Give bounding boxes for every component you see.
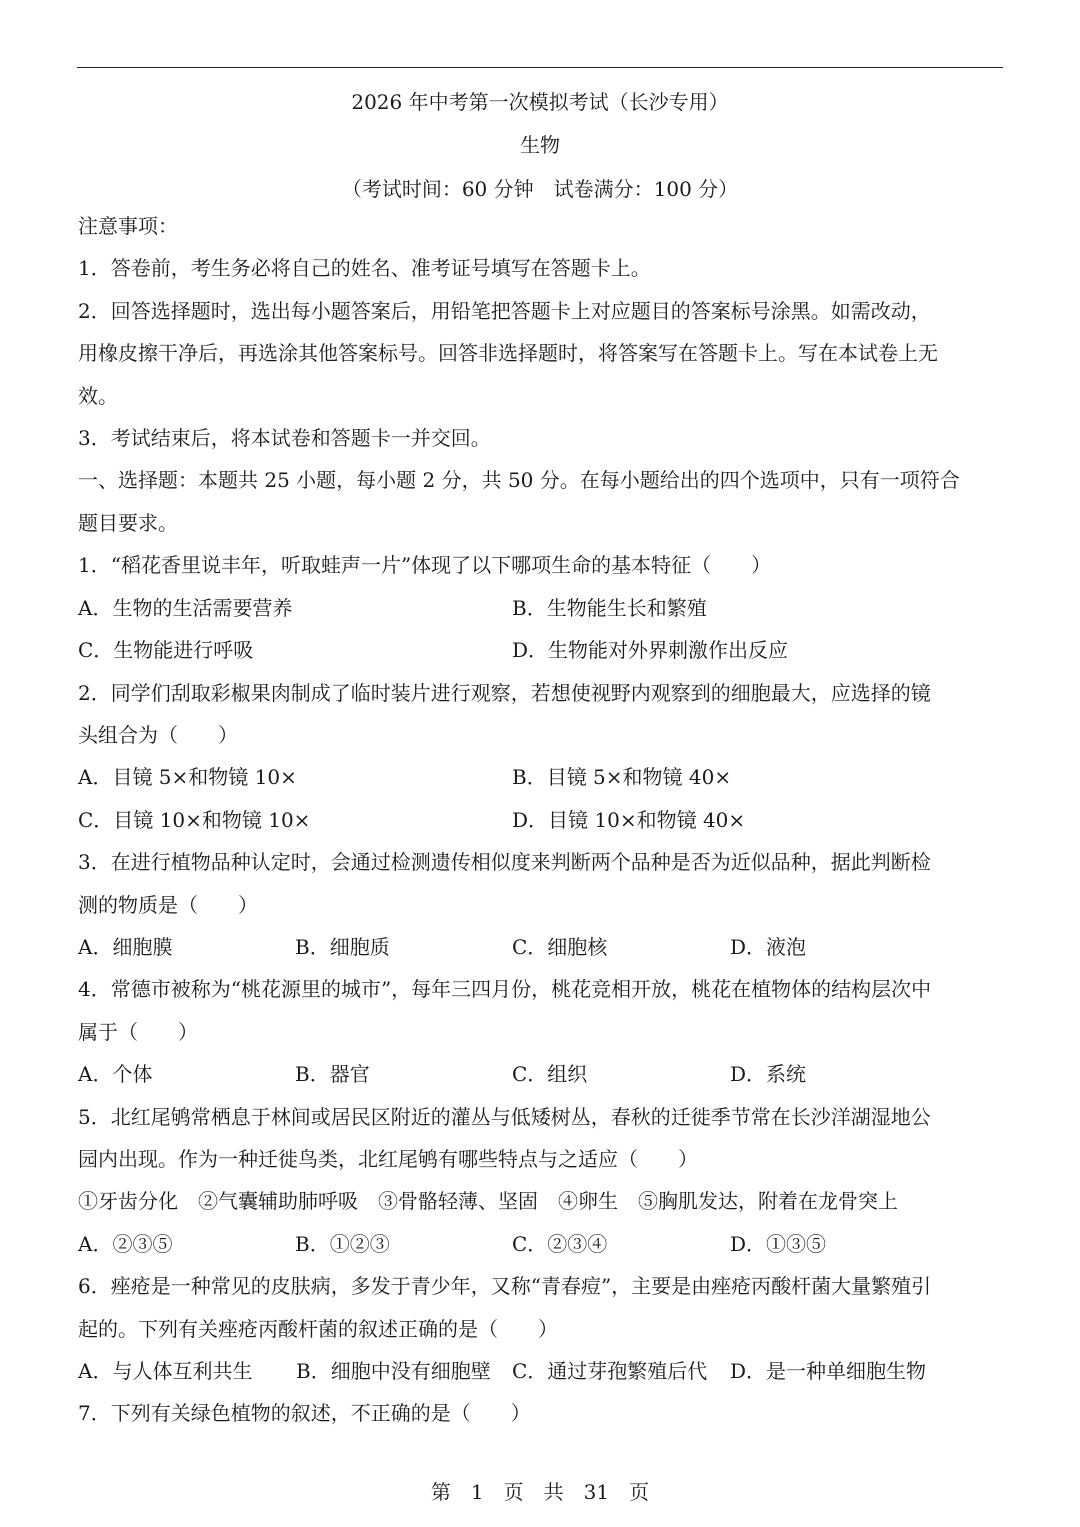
section-heading-cont: 题目要求。 <box>78 511 178 535</box>
option-d: D．系统 <box>730 1062 807 1086</box>
subject-title: 生物 <box>520 133 560 157</box>
option-d: D．是一种单细胞生物 <box>730 1359 927 1383</box>
notice-item: 2．回答选择题时，选出每小题答案后，用铅笔把答题卡上对应题目的答案标号涂黑。如需改动， <box>78 299 931 323</box>
question-stem-cont: 属于（ ） <box>78 1020 198 1044</box>
option-a: A．细胞膜 <box>78 935 173 959</box>
option-b: B．器官 <box>295 1062 370 1086</box>
question-stem: 1．“稻花香里说丰年，听取蛙声一片”体现了以下哪项生命的基本特征（ ） <box>78 553 772 577</box>
option-c: C．生物能进行呼吸 <box>78 638 254 662</box>
option-c: C．组织 <box>512 1062 588 1086</box>
section-heading: 一、选择题：本题共 25 小题，每小题 2 分，共 50 分。在每小题给出的四个选项中，只有一项符合 <box>78 468 960 492</box>
option-a: A．②③⑤ <box>78 1232 173 1256</box>
question-stem-cont: 头组合为（ ） <box>78 723 238 747</box>
option-b: B．目镜 5×和物镜 40× <box>512 765 732 789</box>
page-footer: 第 1 页 共 31 页 <box>430 1480 650 1504</box>
header-rule <box>77 67 1003 68</box>
option-b: B．生物能生长和繁殖 <box>512 596 707 620</box>
option-b: B．细胞中没有细胞壁 <box>296 1359 491 1383</box>
question-stem: 6．痤疮是一种常见的皮肤病，多发于青少年，又称“青春痘”，主要是由痤疮丙酸杆菌大量繁殖引 <box>78 1274 932 1298</box>
option-d: D．生物能对外界刺激作出反应 <box>512 638 789 662</box>
exam-title: 2026 年中考第一次模拟考试（长沙专用） <box>351 90 729 114</box>
question-stem: 4．常德市被称为“桃花源里的城市”，每年三四月份，桃花竞相开放，桃花在植物体的结构层次中 <box>78 977 932 1001</box>
question-stem-cont: 测的物质是（ ） <box>78 893 258 917</box>
notice-item: 效。 <box>78 384 118 408</box>
question-stem: 2．同学们刮取彩椒果肉制成了临时装片进行观察，若想使视野内观察到的细胞最大，应选择的镜 <box>78 681 931 705</box>
option-a: A．个体 <box>78 1062 153 1086</box>
option-b: B．①②③ <box>295 1232 390 1256</box>
notice-item: 3．考试结束后，将本试卷和答题卡一并交回。 <box>78 426 491 450</box>
option-d: D．目镜 10×和物镜 40× <box>512 808 746 832</box>
question-stem: 5．北红尾鸲常栖息于林间或居民区附近的灌丛与低矮树丛，春秋的迁徙季节常在长沙洋湖湿地公 <box>78 1105 931 1129</box>
option-a: A．与人体互利共生 <box>78 1359 253 1383</box>
question-statements: ①牙齿分化 ②气囊辅助肺呼吸 ③骨骼轻薄、坚固 ④卵生 ⑤胸肌发达，附着在龙骨突上 <box>78 1189 898 1213</box>
option-b: B．细胞质 <box>295 935 390 959</box>
option-a: A．目镜 5×和物镜 10× <box>78 765 297 789</box>
notice-item: 1．答卷前，考生务必将自己的姓名、准考证号填写在答题卡上。 <box>78 256 651 280</box>
option-c: C．②③④ <box>512 1232 608 1256</box>
notice-item: 用橡皮擦干净后，再选涂其他答案标号。回答非选择题时，将答案写在答题卡上。写在本试卷上无 <box>78 341 938 365</box>
option-a: A．生物的生活需要营养 <box>78 596 293 620</box>
question-stem: 3．在进行植物品种认定时，会通过检测遗传相似度来判断两个品种是否为近似品种，据此判断检 <box>78 850 931 874</box>
option-d: D．液泡 <box>730 935 807 959</box>
exam-info: （考试时间：60 分钟 试卷满分：100 分） <box>341 177 739 201</box>
question-stem-cont: 起的。下列有关痤疮丙酸杆菌的叙述正确的是（ ） <box>78 1317 558 1341</box>
option-c: C．细胞核 <box>512 935 608 959</box>
notice-heading: 注意事项： <box>78 214 178 238</box>
option-d: D．①③⑤ <box>730 1232 827 1256</box>
option-c: C．目镜 10×和物镜 10× <box>78 808 311 832</box>
question-stem-cont: 园内出现。作为一种迁徙鸟类，北红尾鸲有哪些特点与之适应（ ） <box>78 1147 698 1171</box>
option-c: C．通过芽孢繁殖后代 <box>512 1359 708 1383</box>
question-stem: 7．下列有关绿色植物的叙述，不正确的是（ ） <box>78 1401 531 1425</box>
